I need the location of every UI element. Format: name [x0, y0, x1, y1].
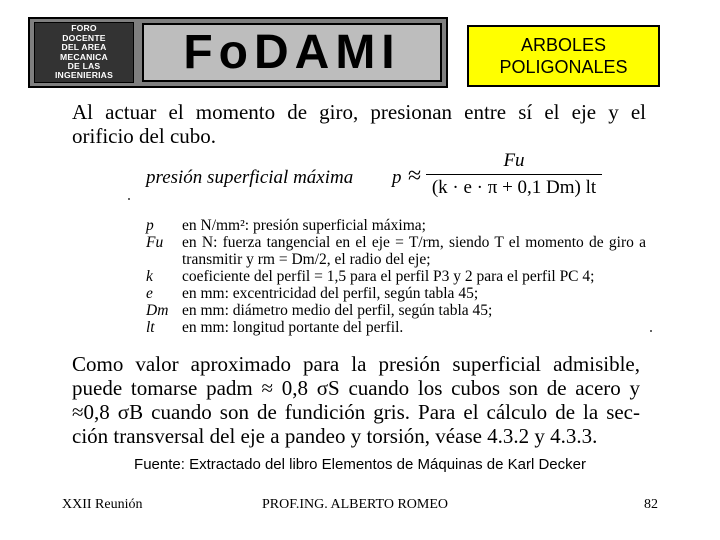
definition-text: en mm: longitud portante del perfil.: [182, 319, 404, 336]
definition-symbol: e: [146, 285, 153, 302]
formula-label: presión superficial máxima: [146, 167, 354, 188]
logo-wordmark-text: FoDAMI: [183, 25, 401, 79]
definition-symbol: k: [146, 268, 153, 285]
scan-speck: [650, 330, 652, 332]
intro-paragraph: [72, 100, 646, 148]
footer-event: XXII Reunión: [62, 497, 143, 512]
definition-text: en N/mm²: presión superficial máxima;: [182, 217, 426, 234]
scan-speck: [128, 198, 130, 200]
logo-line: DE LAS: [67, 60, 101, 71]
source-citation: Fuente: Extractado del libro Elementos de Máquinas de Karl Decker: [134, 456, 586, 473]
formula-approx-sign: ≈: [408, 163, 422, 189]
definition-symbol: Fu: [146, 234, 164, 251]
footer-author: PROF.ING. ALBERTO ROMEO: [262, 497, 449, 512]
paragraph-line: orificio del cubo.: [72, 124, 217, 148]
definition-row: [146, 285, 646, 302]
paragraph-line: puede tomarse padm ≈ 0,8 σS cuando los cubos son de acero y: [72, 376, 640, 400]
formula-denominator: (k · e · π + 0,1 Dm) lt: [431, 177, 597, 198]
definition-text: en N: fuerza tangencial en el eje = T/rm, siendo T el momento de giro a transmitir y rm = Dm/2, el radio del eje;: [182, 234, 646, 268]
definition-row: [146, 217, 646, 234]
definition-text: coeficiente del perfil = 1,5 para el perfil P3 y 2 para el perfil PC 4;: [182, 268, 595, 285]
definition-row: [146, 268, 646, 285]
formula-fraction: [426, 150, 602, 199]
slide-title-line: POLIGONALES: [499, 57, 628, 77]
admissible-pressure-paragraph: [72, 352, 640, 448]
page-number: 82: [644, 497, 658, 512]
logo-line: MECANICA: [60, 51, 108, 62]
formula-symbol-p: p: [392, 167, 402, 188]
paragraph-line: ción transversal del eje a pandeo y torsión, véase 4.3.2 y 4.3.3.: [72, 424, 598, 448]
definition-row: [146, 319, 646, 336]
definition-row: [146, 302, 646, 319]
definition-text: en mm: excentricidad del perfil, según tabla 45;: [182, 285, 479, 302]
pressure-formula: [146, 150, 606, 206]
slide-title-line: ARBOLES: [520, 35, 607, 55]
definition-text: en mm: diámetro medio del perfil, según tabla 45;: [182, 302, 493, 319]
definition-symbol: Dm: [146, 302, 169, 319]
paragraph-line: ≈0,8 σB cuando son de fundición gris. Para el cálculo de la sec-: [72, 400, 640, 424]
definition-row: [146, 234, 646, 268]
definition-symbol: p: [146, 217, 154, 234]
logo-line: DOCENTE: [62, 32, 106, 43]
symbol-definitions: [146, 217, 646, 336]
logo-line: FORO: [71, 23, 97, 34]
formula-numerator: Fu: [503, 150, 525, 171]
logo-line: DEL AREA: [61, 42, 107, 53]
logo-line: INGENIERIAS: [54, 70, 114, 81]
definition-symbol: lt: [146, 319, 155, 336]
fraction-bar: [426, 174, 602, 175]
paragraph-line: Como valor aproximado para la presión superficial admisible,: [72, 352, 640, 376]
paragraph-line: Al actuar el momento de giro, presionan entre sí el eje y el: [72, 100, 646, 124]
